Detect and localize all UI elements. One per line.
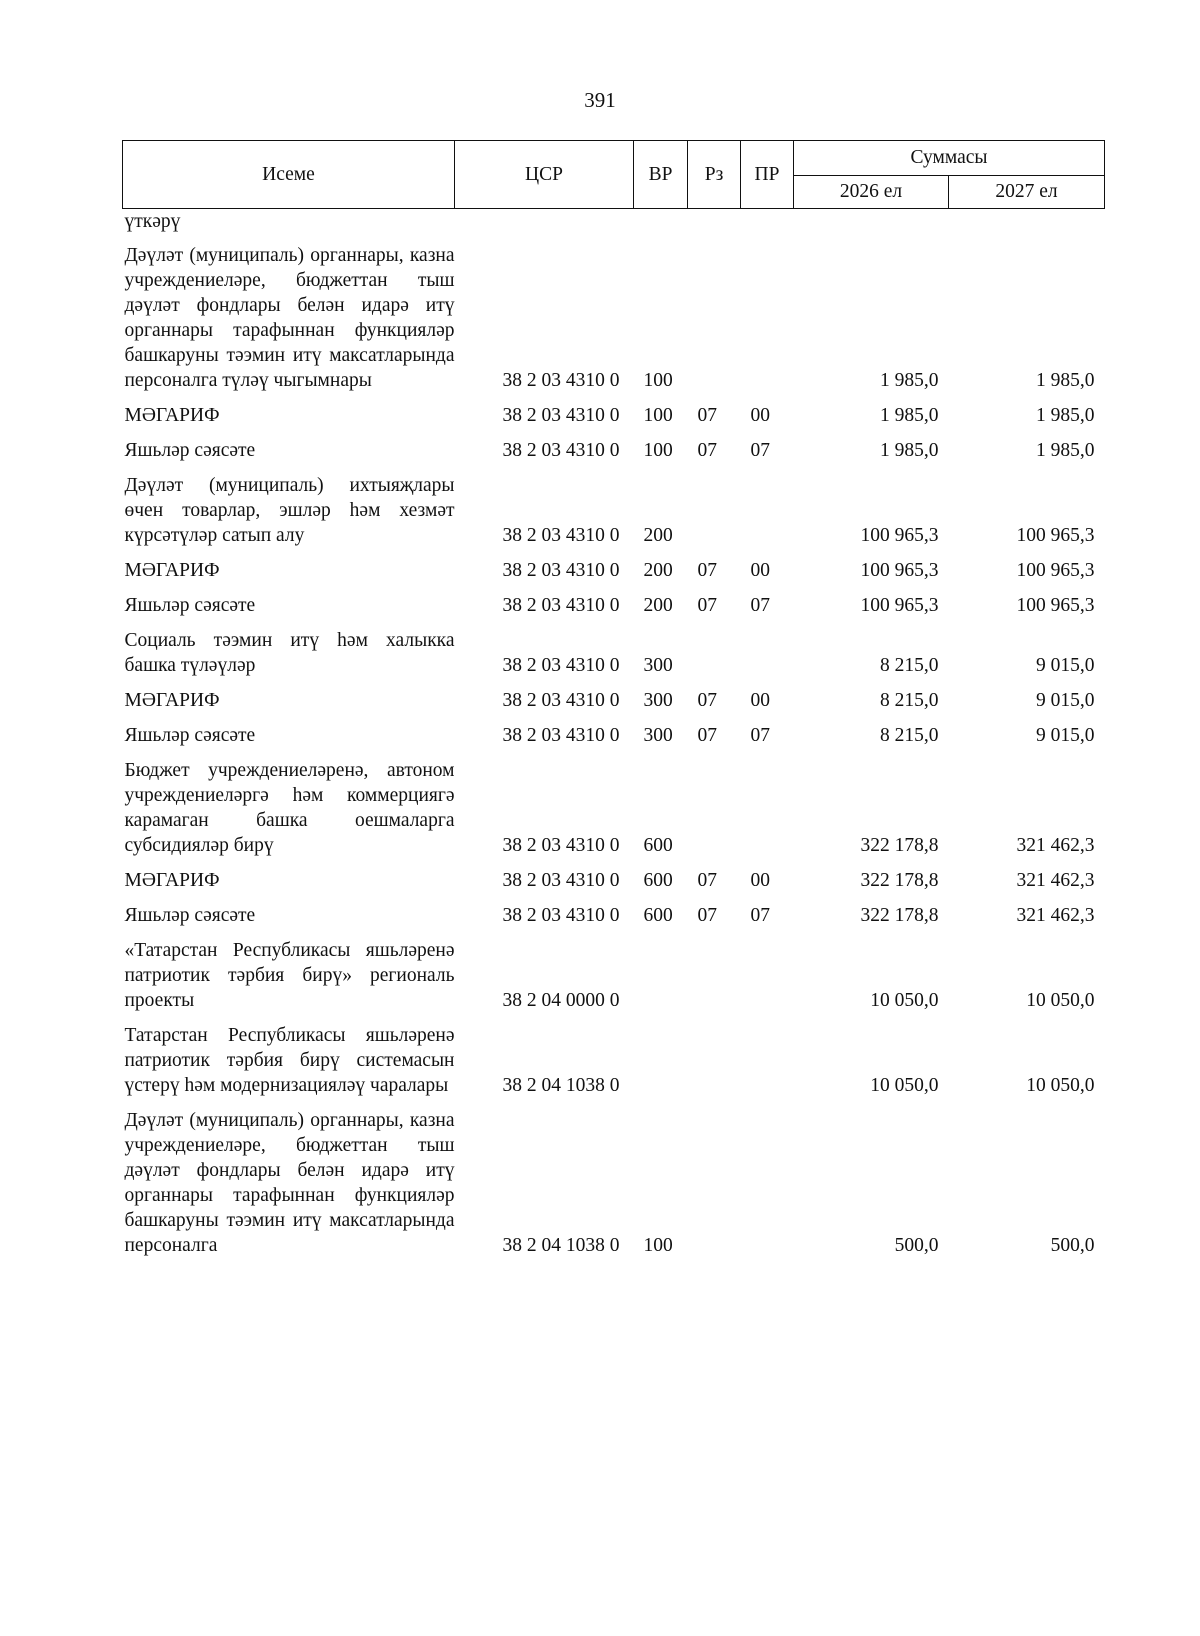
row-csr: 38 2 03 4310 0	[502, 560, 620, 581]
row-pr	[741, 751, 794, 861]
row-name: МӘГАРИФ	[124, 560, 220, 581]
row-amount-2026: 322 178,8	[860, 835, 939, 856]
row-amount-2027: 10 050,0	[1026, 990, 1095, 1011]
row-amount-2026: 1 985,0	[880, 405, 939, 426]
table-row	[123, 466, 1105, 551]
row-name: Яшьләр сәясәте	[124, 905, 256, 926]
row-amount-2026: 322 178,8	[860, 870, 939, 891]
row-amount-2026: 500,0	[894, 1235, 939, 1256]
row-rz	[688, 1016, 741, 1101]
row-name: Яшьләр сәясәте	[124, 595, 256, 616]
table-row	[123, 236, 1105, 396]
row-name: Социаль тәэмин итү һәм халыкка башка түләүләр	[124, 630, 455, 676]
row-amount-2027: 9 015,0	[1036, 725, 1095, 746]
row-rz: 07	[697, 690, 717, 711]
row-amount-2027: 10 050,0	[1026, 1075, 1095, 1096]
row-amount-2027: 1 985,0	[1036, 370, 1095, 391]
row-vr: 200	[643, 525, 673, 546]
row-rz	[688, 751, 741, 861]
row-name: Бюджет учреждениеләренә, автоном учреждениеләргә һәм коммерциягә карамаган башка оешмаларга субсидияләр бирү	[124, 760, 455, 856]
row-csr: 38 2 03 4310 0	[502, 835, 620, 856]
row-amount-2026: 10 050,0	[870, 1075, 939, 1096]
header-sums: Суммасы	[794, 141, 1105, 176]
row-pr	[741, 466, 794, 551]
row-vr: 100	[643, 405, 673, 426]
table-row	[123, 861, 1105, 896]
table-row	[123, 931, 1105, 1016]
row-csr: 38 2 04 1038 0	[502, 1075, 620, 1096]
row-amount-2026: 100 965,3	[860, 560, 939, 581]
row-name: Яшьләр сәясәте	[124, 440, 256, 461]
row-amount-2027: 100 965,3	[1016, 595, 1095, 616]
table-row	[123, 896, 1105, 931]
row-pr	[741, 1101, 794, 1261]
row-vr	[634, 931, 688, 1016]
row-csr: 38 2 03 4310 0	[502, 440, 620, 461]
table-row	[123, 431, 1105, 466]
row-vr: 200	[643, 595, 673, 616]
table-row	[123, 751, 1105, 861]
row-csr: 38 2 04 1038 0	[502, 1235, 620, 1256]
table-row	[123, 1016, 1105, 1101]
table-row	[123, 716, 1105, 751]
row-csr: 38 2 04 0000 0	[502, 990, 620, 1011]
row-pr	[741, 621, 794, 681]
row-amount-2027: 100 965,3	[1016, 525, 1095, 546]
row-csr: 38 2 03 4310 0	[502, 690, 620, 711]
row-vr: 100	[643, 1235, 673, 1256]
row-csr: 38 2 03 4310 0	[502, 870, 620, 891]
row-name: МӘГАРИФ	[124, 870, 220, 891]
row-amount-2026: 1 985,0	[880, 370, 939, 391]
table-row	[123, 1101, 1105, 1261]
table-row	[123, 681, 1105, 716]
row-pr	[741, 236, 794, 396]
row-amount-2026: 10 050,0	[870, 990, 939, 1011]
row-name: Дәүләт (муниципаль) органнары, казна учреждениеләре, бюджеттан тыш дәүләт фондлары белән идарә итү органнары тарафыннан функцияләр башкаруны тәэмин итү максатларында персоналга түләү чыгымнары	[124, 245, 455, 391]
continuation-row	[123, 209, 1105, 237]
row-amount-2027: 9 015,0	[1036, 690, 1095, 711]
header-year-2026: 2026 ел	[794, 176, 949, 209]
table-row	[123, 586, 1105, 621]
row-csr: 38 2 03 4310 0	[502, 525, 620, 546]
row-vr: 200	[643, 560, 673, 581]
row-name: «Татарстан Республикасы яшьләренә патриотик тәрбия бирү» региональ проекты	[124, 940, 455, 1011]
row-name: Дәүләт (муниципаль) органнары, казна учреждениеләре, бюджеттан тыш дәүләт фондлары белән идарә итү органнары тарафыннан функцияләр башкаруны тәэмин итү максатларында персоналга	[124, 1110, 455, 1256]
row-rz: 07	[697, 905, 717, 926]
row-amount-2026: 1 985,0	[880, 440, 939, 461]
row-name: Татарстан Республикасы яшьләренә патриотик тәрбия бирү системасын үстерү һәм модернизацияләү чаралары	[124, 1025, 455, 1096]
header-csr: ЦСР	[455, 141, 634, 209]
row-rz: 07	[697, 440, 717, 461]
row-amount-2026: 100 965,3	[860, 595, 939, 616]
row-rz: 07	[697, 405, 717, 426]
budget-table	[122, 140, 1105, 1261]
table-body	[123, 209, 1105, 1262]
table-row	[123, 621, 1105, 681]
row-csr: 38 2 03 4310 0	[502, 655, 620, 676]
row-amount-2026: 8 215,0	[880, 690, 939, 711]
row-rz: 07	[697, 870, 717, 891]
row-rz: 07	[697, 595, 717, 616]
table-row	[123, 396, 1105, 431]
row-amount-2027: 500,0	[1050, 1235, 1095, 1256]
row-name: Дәүләт (муниципаль) ихтыяҗлары өчен товарлар, эшләр һәм хезмәт күрсәтүләр сатып алу	[124, 475, 455, 546]
row-rz	[688, 1101, 741, 1261]
row-amount-2027: 321 462,3	[1016, 870, 1095, 891]
row-csr: 38 2 03 4310 0	[502, 725, 620, 746]
row-amount-2026: 8 215,0	[880, 655, 939, 676]
row-pr: 07	[750, 905, 770, 926]
row-vr: 300	[643, 690, 673, 711]
header-name: Исеме	[123, 141, 455, 209]
row-pr	[741, 931, 794, 1016]
row-pr: 07	[750, 440, 770, 461]
row-amount-2026: 8 215,0	[880, 725, 939, 746]
row-vr: 600	[643, 870, 673, 891]
row-rz	[688, 621, 741, 681]
row-csr: 38 2 03 4310 0	[502, 405, 620, 426]
row-pr: 07	[750, 595, 770, 616]
continuation-text: үткәрү	[124, 211, 181, 232]
row-name: МӘГАРИФ	[124, 405, 220, 426]
row-pr: 07	[750, 725, 770, 746]
row-csr: 38 2 03 4310 0	[502, 370, 620, 391]
row-rz: 07	[697, 725, 717, 746]
row-vr: 100	[643, 440, 673, 461]
table-row	[123, 551, 1105, 586]
row-vr: 100	[643, 370, 673, 391]
header-vr: ВР	[634, 141, 688, 209]
row-pr	[741, 1016, 794, 1101]
row-pr: 00	[750, 870, 770, 891]
row-pr: 00	[750, 690, 770, 711]
table-header	[123, 141, 1105, 209]
row-amount-2027: 1 985,0	[1036, 405, 1095, 426]
row-amount-2027: 321 462,3	[1016, 835, 1095, 856]
header-pr: ПР	[741, 141, 794, 209]
row-amount-2027: 9 015,0	[1036, 655, 1095, 676]
row-pr: 00	[750, 405, 770, 426]
row-csr: 38 2 03 4310 0	[502, 905, 620, 926]
row-rz: 07	[697, 560, 717, 581]
row-vr	[634, 1016, 688, 1101]
row-amount-2026: 322 178,8	[860, 905, 939, 926]
row-amount-2027: 100 965,3	[1016, 560, 1095, 581]
row-rz	[688, 236, 741, 396]
row-pr: 00	[750, 560, 770, 581]
row-amount-2026: 100 965,3	[860, 525, 939, 546]
row-name: Яшьләр сәясәте	[124, 725, 256, 746]
row-rz	[688, 466, 741, 551]
row-name: МӘГАРИФ	[124, 690, 220, 711]
row-csr: 38 2 03 4310 0	[502, 595, 620, 616]
header-rz: Рз	[688, 141, 741, 209]
row-vr: 300	[643, 655, 673, 676]
page-number: 391	[584, 88, 616, 112]
row-amount-2027: 1 985,0	[1036, 440, 1095, 461]
row-vr: 300	[643, 725, 673, 746]
row-vr: 600	[643, 835, 673, 856]
row-rz	[688, 931, 741, 1016]
header-year-2027: 2027 ел	[949, 176, 1105, 209]
row-amount-2027: 321 462,3	[1016, 905, 1095, 926]
row-vr: 600	[643, 905, 673, 926]
